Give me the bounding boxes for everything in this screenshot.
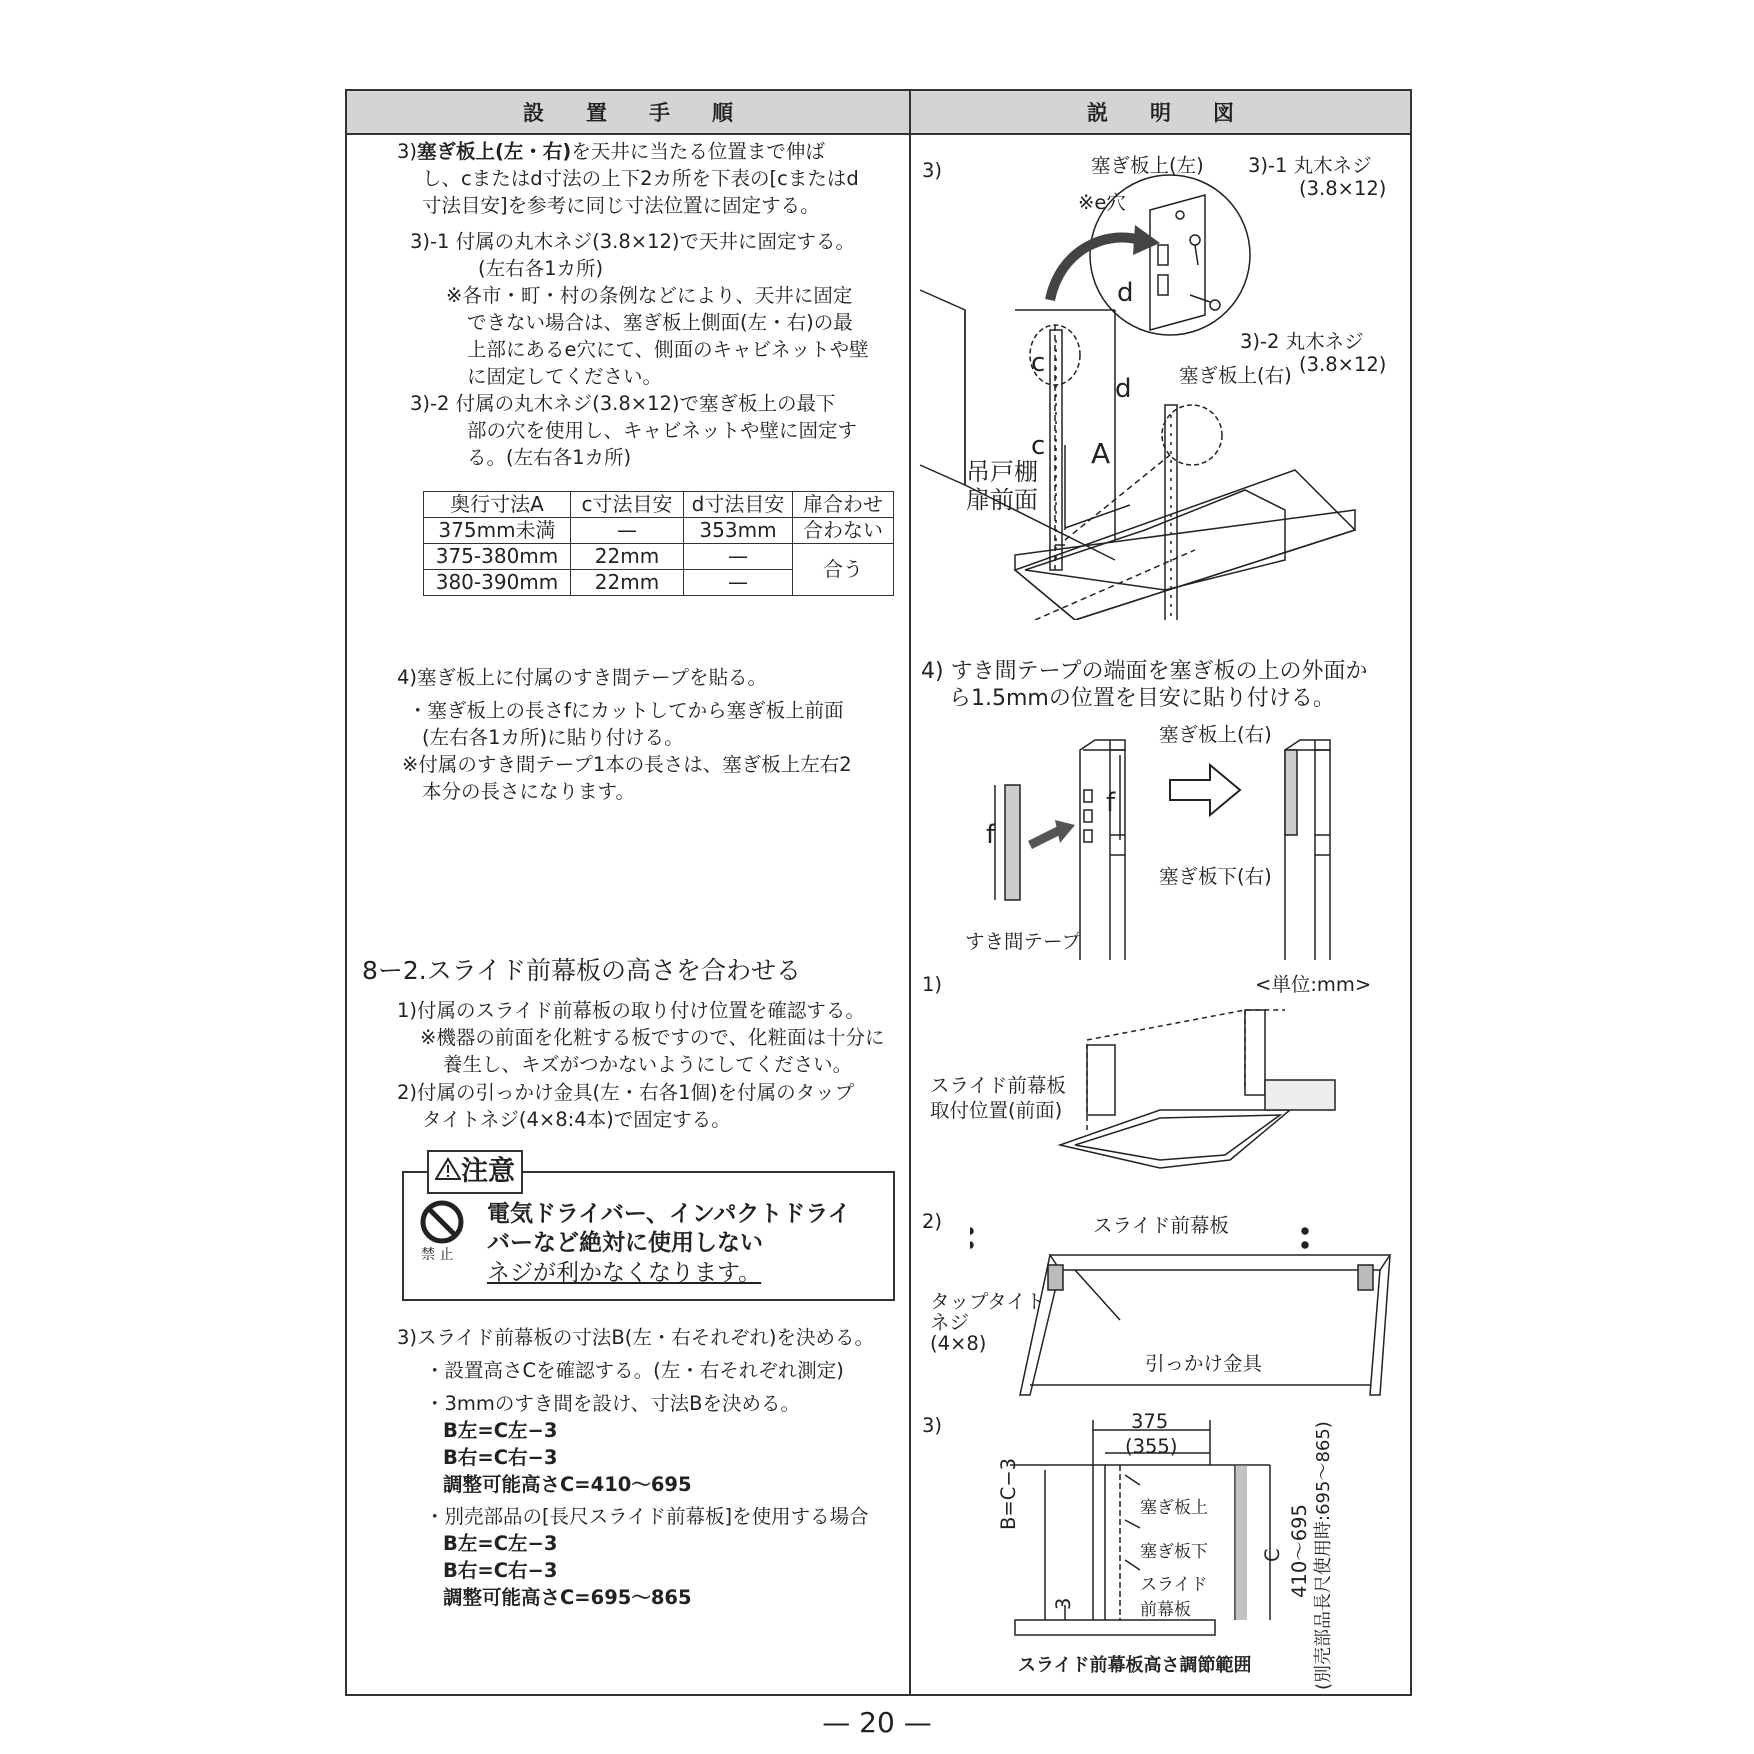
g3-label-front2: 前幕板 (1140, 1600, 1191, 1620)
fig3-label-e-hole: ※e穴 (1078, 191, 1126, 214)
fig3-installation-diagram (915, 150, 1410, 620)
g2-label-screw1: タップタイト (930, 1290, 1046, 1313)
formula-range: 調整可能高さC=410〜695 (443, 1473, 692, 1496)
step3-line3: 寸法目安]を参考に同じ寸法位置に固定する。 (422, 194, 820, 217)
g3-label-C: C (1261, 1548, 1284, 1562)
header-diagram: 説 明 図 (911, 91, 1410, 135)
step3-2-line2: 部の穴を使用し、キャビネットや壁に固定す (467, 419, 858, 442)
table-cell: — (684, 544, 793, 570)
step4-line1: 4)塞ぎ板上に付属のすき間テープを貼る。 (397, 666, 768, 689)
step3-2-line1: 3)-2 付属の丸木ネジ(3.8×12)で塞ぎ板上の最下 (410, 392, 836, 415)
step3-2-line3: る。(左右各1カ所) (467, 446, 632, 469)
fig3-label-upper-right: 塞ぎ板上(右) (1179, 364, 1292, 387)
fig3-dim-A: A (1091, 437, 1111, 470)
part2-line2: タイトネジ(4×8:4本)で固定する。 (422, 1108, 731, 1131)
fig3-label-screw2: 3)-2 丸木ネジ (1240, 330, 1364, 353)
prohibited-icon (419, 1199, 465, 1245)
table-cell: 22mm (571, 544, 684, 570)
g3-caption: スライド前幕板高さ調節範囲 (1018, 1655, 1252, 1676)
fig3-dim-d-upper: d (1117, 278, 1134, 308)
step4-line2: ・塞ぎ板上の長さfにカットしてから塞ぎ板上前面 (408, 699, 844, 722)
fig3-dim-d-lower: d (1115, 374, 1132, 404)
fig3-label-cabinet1: 吊戸棚 (966, 458, 1038, 486)
table-cell: 22mm (571, 570, 684, 596)
fig3-label-screw1: 3)-1 丸木ネジ (1248, 154, 1372, 177)
formula-b-right: B右=C右−3 (443, 1446, 558, 1469)
part3-line1: 3)スライド前幕板の寸法B(左・右それぞれ)を決める。 (397, 1326, 875, 1349)
g2-number: 2) (922, 1210, 943, 1233)
fig3-number: 3) (922, 159, 943, 182)
step3-1-note4: に固定してください。 (467, 365, 663, 388)
formula-b-left-long: B左=C左−3 (443, 1532, 558, 1555)
step4-line4: ※付属のすき間テープ1本の長さは、塞ぎ板上左右2 (402, 753, 852, 776)
part3-line2: ・設置高さCを確認する。(左・右それぞれ測定) (425, 1359, 844, 1382)
g3-label-range: 410〜695 (1288, 1504, 1311, 1598)
fig3-label-screw1-size: (3.8×12) (1299, 177, 1387, 200)
step3-1-line2: (左右各1カ所) (478, 257, 604, 280)
g2-hook-bracket-diagram (970, 1225, 1400, 1405)
g1-label-line1: スライド前幕板 (930, 1074, 1066, 1097)
g1-unit: <単位:mm> (1255, 973, 1372, 996)
g1-label-line2: 取付位置(前面) (930, 1099, 1063, 1122)
table-header: d寸法目安 (684, 492, 793, 518)
g2-label-screw2: ネジ (930, 1311, 970, 1334)
caution-line3: ネジが利かなくなります。 (487, 1260, 762, 1286)
part1-line3: 養生し、キズがつかないようにしてください。 (443, 1053, 853, 1076)
part1-line1: 1)付属のスライド前幕板の取り付け位置を確認する。 (397, 999, 865, 1022)
g3-label-front1: スライド (1140, 1575, 1208, 1595)
header-procedure: 設 置 手 順 (347, 91, 909, 135)
g3-number: 3) (922, 1414, 943, 1437)
g3-label-b-equals: B=C−3 (997, 1457, 1020, 1530)
g2-label-hook: 引っかけ金具 (1145, 1352, 1263, 1375)
part1-line2: ※機器の前面を化粧する板ですので、化粧面は十分に (420, 1026, 885, 1049)
g3-width-355: (355) (1125, 1435, 1178, 1458)
table-header: 扉合わせ (793, 492, 894, 518)
fig3-label-cabinet2: 扉前面 (966, 486, 1038, 514)
part2-line1: 2)付属の引っかけ金具(左・右各1個)を付属のタップ (397, 1081, 855, 1104)
step4-line3: (左右各1カ所)に貼り付ける。 (422, 726, 684, 749)
table-header: c寸法目安 (571, 492, 684, 518)
fig3-dim-c-upper: c (1031, 348, 1046, 378)
g2-label-plate: スライド前幕板 (1093, 1214, 1229, 1237)
section-title: 8ー2.スライド前幕板の高さを合わせる (362, 956, 802, 985)
formula-b-right-long: B右=C右−3 (443, 1559, 558, 1582)
g3-label-3mm: 3 (1052, 1597, 1075, 1610)
fig4-label-upper: 塞ぎ板上(右) (1159, 723, 1272, 746)
fig4-dim-f-tape: f (986, 820, 996, 850)
table-cell: 380-390mm (424, 570, 571, 596)
step3-line2: し、cまたはd寸法の上下2カ所を下表の[cまたはd (422, 167, 859, 190)
part3-line3: ・3mmのすき間を設け、寸法Bを決める。 (425, 1392, 800, 1415)
g2-label-screw3: (4×8) (930, 1332, 987, 1355)
table-cell: — (571, 518, 684, 544)
dimension-table (423, 491, 894, 596)
prohibited-label: 禁 止 (421, 1247, 454, 1263)
g3-label-lower: 塞ぎ板下 (1140, 1542, 1208, 1562)
g1-front-panel-diagram (1040, 1000, 1380, 1170)
g3-label-range-long: (別売部品長尺使用時:695〜865) (1313, 1421, 1334, 1690)
g3-width-375: 375 (1131, 1410, 1169, 1433)
fig4-label-tape: すき間テープ (965, 930, 1082, 953)
table-cell: 375-380mm (424, 544, 571, 570)
caution-line1: 電気ドライバー、インパクトドライ (487, 1201, 851, 1227)
step3-line1: 3)塞ぎ板上(左・右)を天井に当たる位置まで伸ば (397, 140, 825, 163)
fig3-dim-c-lower: c (1031, 431, 1046, 461)
part3-line4: ・別売部品の[長尺スライド前幕板]を使用する場合 (425, 1505, 869, 1528)
fig3-label-screw2-size: (3.8×12) (1299, 353, 1387, 376)
fig4-caption-line2: ら1.5mmの位置を目安に貼り付ける。 (949, 686, 1335, 711)
step3-1-note2: できない場合は、塞ぎ板上側面(左・右)の最 (467, 311, 853, 334)
table-header: 奥行寸法A (424, 492, 571, 518)
g3-label-upper: 塞ぎ板上 (1140, 1498, 1208, 1518)
step3-1-line1: 3)-1 付属の丸木ネジ(3.8×12)で天井に固定する。 (410, 230, 856, 253)
formula-b-left: B左=C左−3 (443, 1419, 558, 1442)
fig3-label-upper-left: 塞ぎ板上(左) (1091, 154, 1204, 177)
fig4-label-lower: 塞ぎ板下(右) (1159, 865, 1272, 888)
column-divider (909, 89, 911, 1696)
step3-1-note1: ※各市・町・村の条例などにより、天井に固定 (446, 284, 853, 307)
caution-title: 注意 (427, 1150, 523, 1194)
fig4-dim-f-panel: f (1106, 788, 1116, 818)
page-number: — 20 — (822, 1706, 932, 1739)
step3-1-note3: 上部にあるe穴にて、側面のキャビネットや壁 (467, 338, 869, 361)
table-cell: 375mm未満 (424, 518, 571, 544)
step4-line5: 本分の長さになります。 (422, 780, 635, 803)
warning-icon (435, 1153, 461, 1193)
table-cell: 合う (793, 544, 894, 596)
formula-range-long: 調整可能高さC=695〜865 (443, 1586, 692, 1609)
g1-number: 1) (922, 973, 943, 996)
fig4-caption-line1: 4) すき間テープの端面を塞ぎ板の上の外面か (921, 659, 1368, 684)
table-cell: 合わない (793, 518, 894, 544)
caution-line2: バーなど絶対に使用しない (487, 1230, 763, 1256)
table-cell: — (684, 570, 793, 596)
table-cell: 353mm (684, 518, 793, 544)
